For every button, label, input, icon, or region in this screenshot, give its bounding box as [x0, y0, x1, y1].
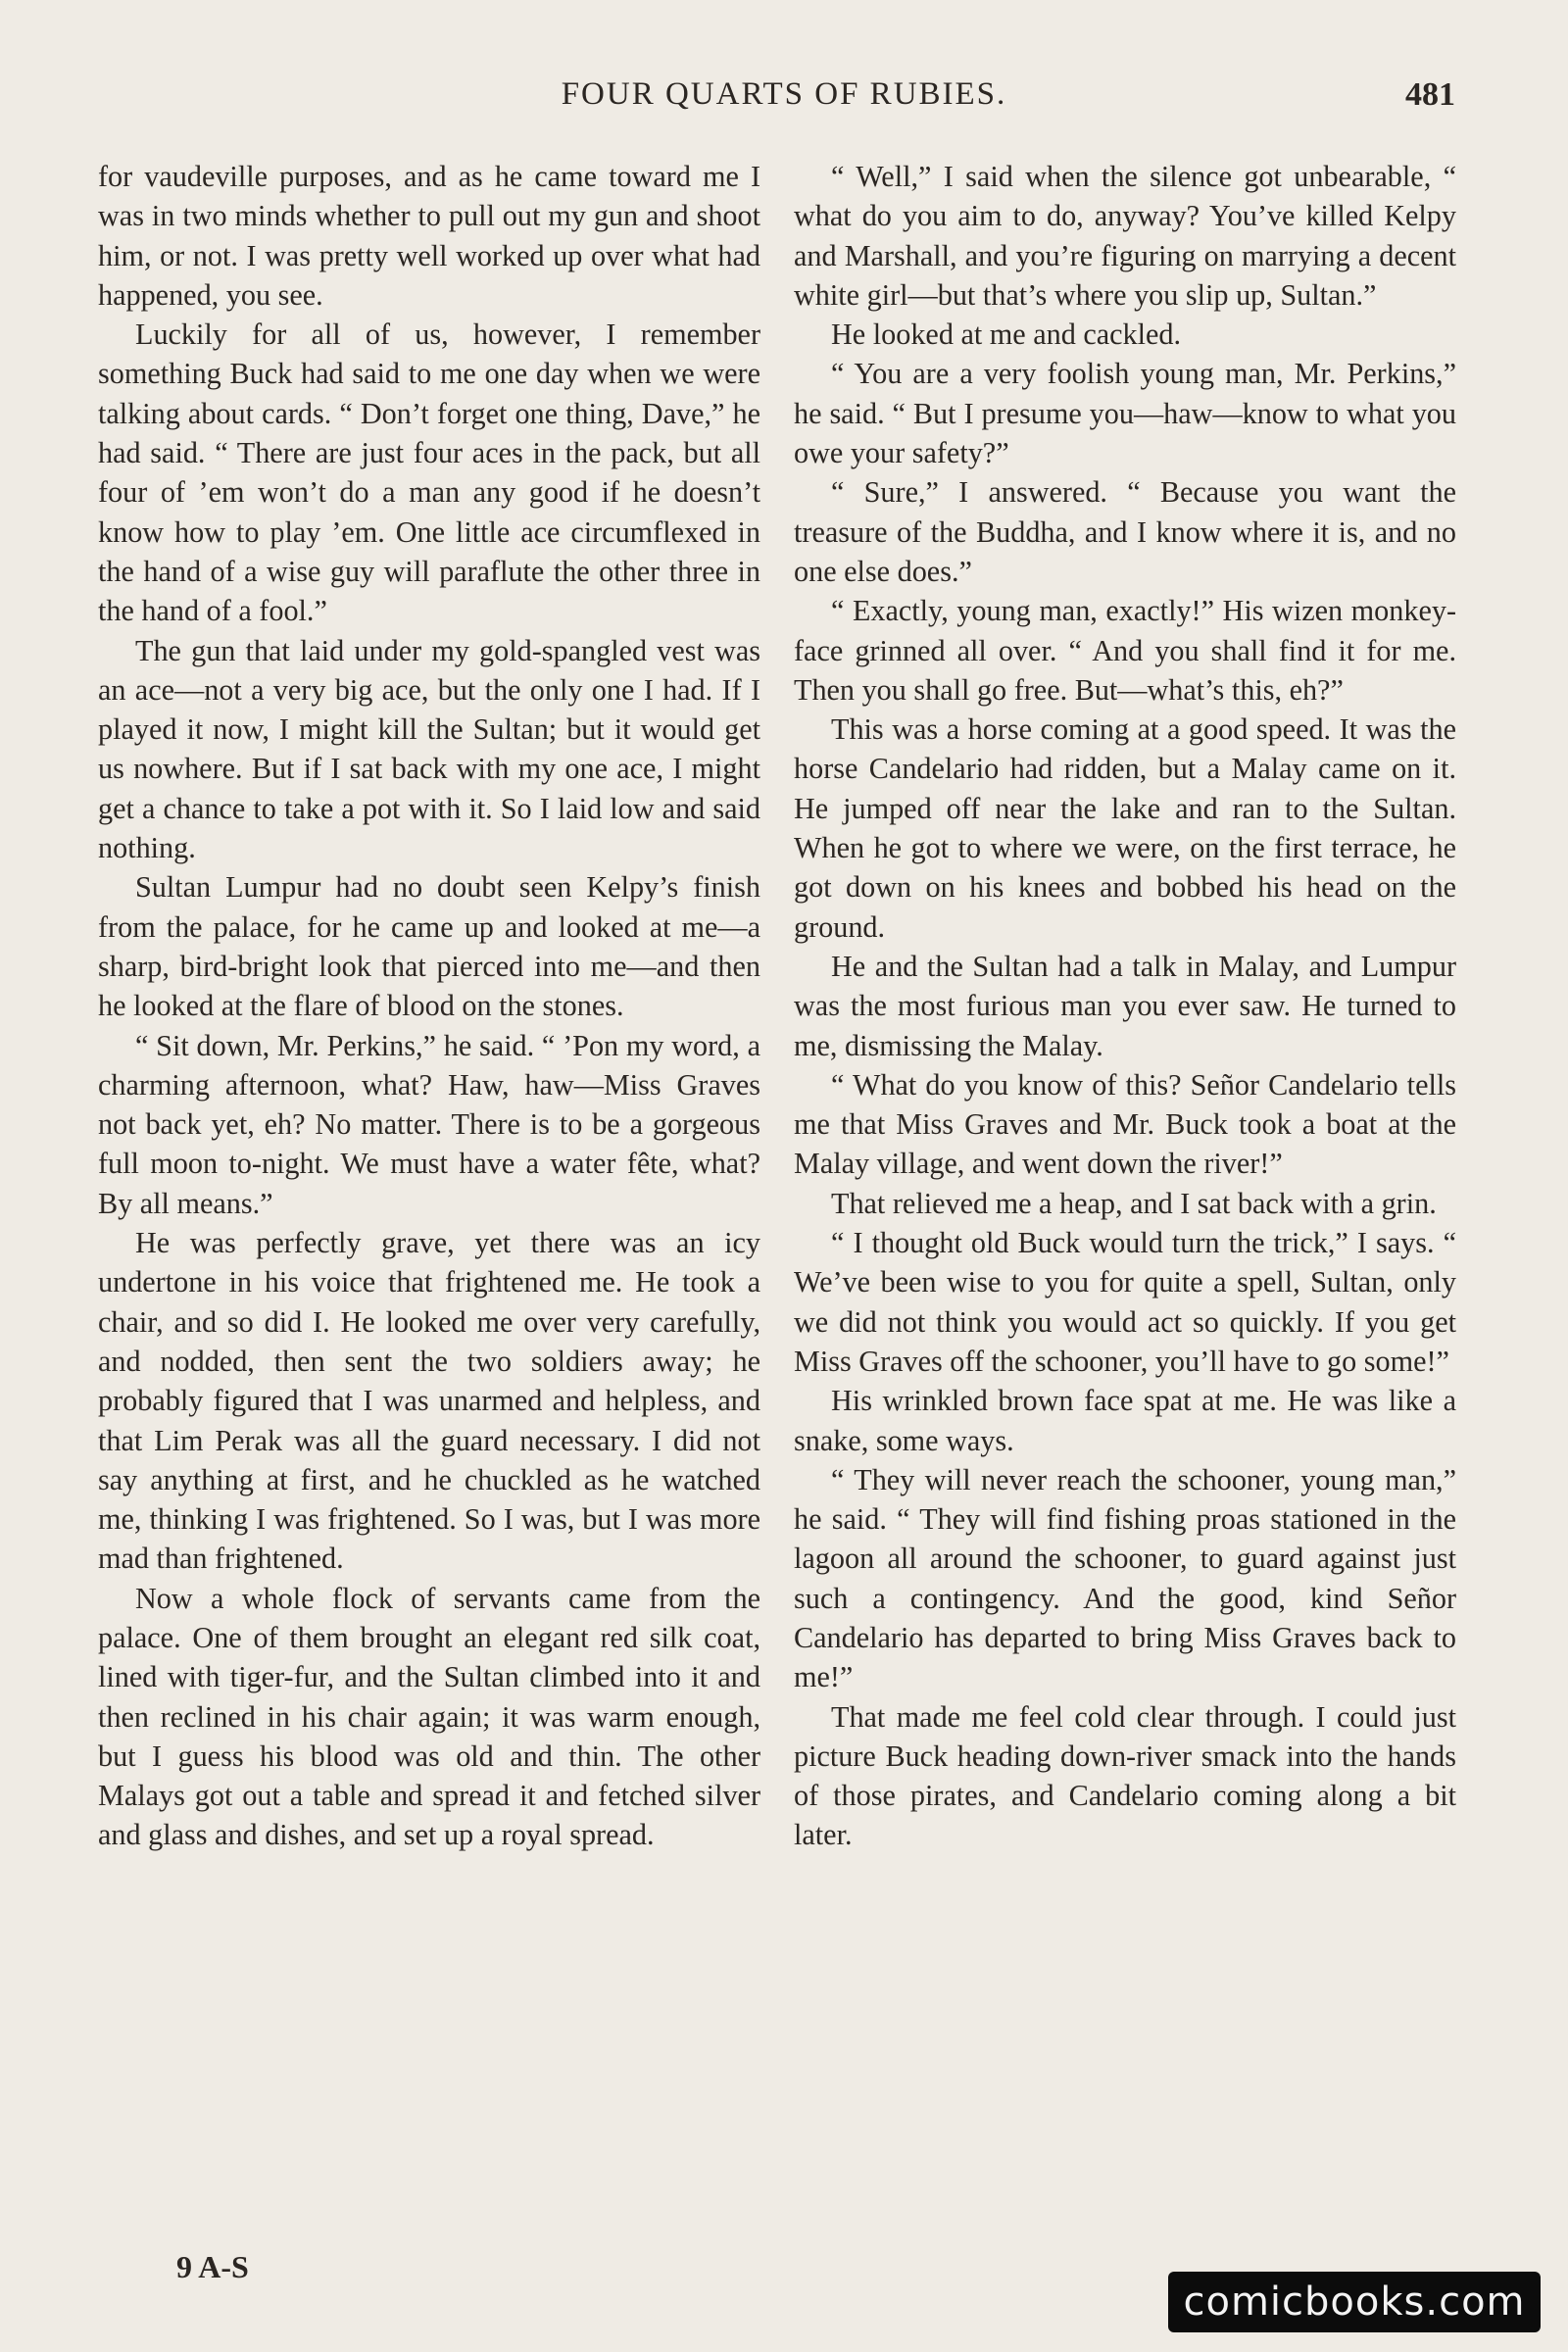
left-column: [98, 157, 760, 1855]
paragraph: That relieved me a heap, and I sat back with a grin.: [831, 1186, 1437, 1220]
paragraph: This was a horse coming at a good speed. It was the horse Candelario had ridden, but a Malay came on it. He jumped off near the lake and ran to the Sultan. When he got to where we were, on the first terrace, he got down on his knees and bobbed his head on the ground.: [794, 712, 1456, 944]
paragraph: “ Sure,” I answered. “ Because you want the treasure of the Buddha, and I know where it is, and no one else does.”: [794, 475, 1456, 588]
paragraph: He was perfectly grave, yet there was an icy undertone in his voice that frightened me. He took a chair, and so did I. He looked me over very carefully, and nodded, then sent the two soldiers away; he probably figured that I was unarmed and helpless, and that Lim Perak was all the guard necessary. I did not say anything at first, and he chuckled as he watched me, thinking I was frightened. So I was, but I was more mad than frightened.: [98, 1226, 760, 1576]
right-column: [794, 157, 1456, 1855]
signature-mark: 9 A-S: [176, 2249, 249, 2284]
paragraph: “ Sit down, Mr. Perkins,” he said. “ ’Pon my word, a charming afternoon, what? Haw, haw—Miss Graves not back yet, eh? No matter. There is to be a gorgeous full moon to-night. We must have a water fête, what? By all means.”: [98, 1028, 760, 1220]
paragraph: He looked at me and cackled.: [831, 318, 1182, 352]
paragraph: Sultan Lumpur had no doubt seen Kelpy’s finish from the palace, for he came up and looked at me—a sharp, bird-bright look that pierced into me—and then he looked at the flare of blood on the stones.: [98, 870, 760, 1023]
paragraph: He and the Sultan had a talk in Malay, and Lumpur was the most furious man you ever saw. He turned to me, dismissing the Malay.: [794, 949, 1456, 1062]
paragraph: “ Exactly, young man, exactly!” His wizen monkey-face grinned all over. “ And you shall find it for me. Then you shall go free. But—what’s this, eh?”: [794, 594, 1456, 707]
paragraph: The gun that laid under my gold-spangled vest was an ace—not a very big ace, but the only one I had. If I played it now, I might kill the Sultan; but it would get us nowhere. But if I sat back with my one ace, I might get a chance to take a pot with it. So I laid low and said nothing.: [98, 633, 760, 865]
page-number: 481: [1405, 76, 1455, 113]
running-title: FOUR QUARTS OF RUBIES.: [561, 76, 1007, 112]
paragraph: “ I thought old Buck would turn the trick,” I says. “ We’ve been wise to you for quite a spell, Sultan, only we did not think you would act so quickly. If you get Miss Graves off the schooner, you’ll have to go some!”: [794, 1226, 1456, 1378]
paragraph: Now a whole flock of servants came from the palace. One of them brought an elegant red silk coat, lined with tiger-fur, and the Sultan climbed into it and then reclined in his chair again; it was warm enough, but I guess his blood was old and thin. The other Malays got out a table and spread it and fetched silver and glass and dishes, and set up a royal spread.: [98, 1581, 760, 1852]
running-header: [0, 76, 1568, 125]
paragraph: That made me feel cold clear through. I could just picture Buck heading down-river smack into the hands of those pirates, and Candelario coming along a bit later.: [794, 1699, 1456, 1852]
paragraph: for vaudeville purposes, and as he came toward me I was in two minds whether to pull out my gun and shoot him, or not. I was pretty well worked up over what had happened, you see.: [98, 160, 760, 312]
paragraph: “ They will never reach the schooner, young man,” he said. “ They will find fishing proas stationed in the lagoon all around the schooner, to guard against just such a contingency. And the good, kind Señor Candelario has departed to bring Miss Graves back to me!”: [794, 1462, 1456, 1694]
paragraph: “ You are a very foolish young man, Mr. Perkins,” he said. “ But I presume you—haw—know to what you owe your safety?”: [794, 357, 1456, 470]
paragraph: Luckily for all of us, however, I remember something Buck had said to me one day when we were talking about cards. “ Don’t forget one thing, Dave,” he had said. “ There are just four aces in the pack, but all four of ’em won’t do a man any good if he doesn’t know how to play ’em. One little ace circumflexed in the hand of a wise guy will paraflute the other three in the hand of a fool.”: [98, 318, 760, 628]
watermark-logo: [1168, 2272, 1541, 2332]
watermark-text: comicbooks.com: [1183, 2279, 1526, 2325]
paragraph: “ Well,” I said when the silence got unbearable, “ what do you aim to do, anyway? You’ve killed Kelpy and Marshall, and you’re figuring on marrying a decent white girl—but that’s where you slip up, Sultan.”: [794, 160, 1456, 312]
paragraph: “ What do you know of this? Señor Candelario tells me that Miss Graves and Mr. Buck took a boat at the Malay village, and went down the river!”: [794, 1067, 1456, 1181]
paragraph: His wrinkled brown face spat at me. He was like a snake, some ways.: [794, 1384, 1456, 1457]
